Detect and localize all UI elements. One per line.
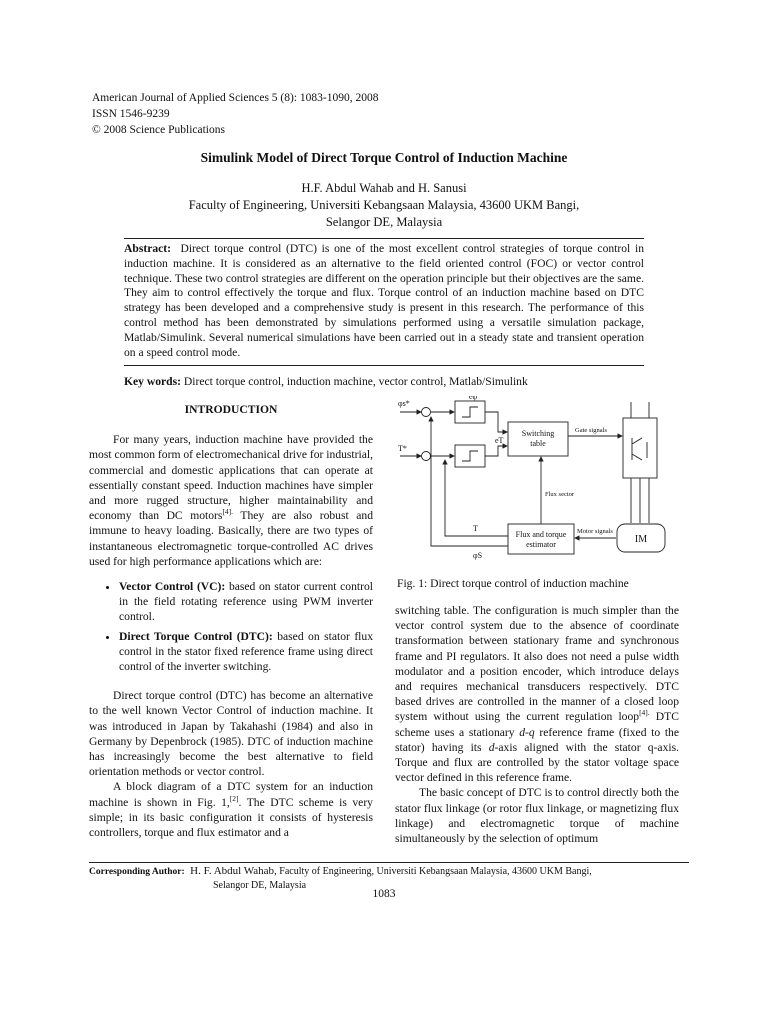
- estimator-label-1: Flux and torque: [515, 530, 567, 539]
- desc-vector-control: based on stator current control in the field rotating reference using PWM inverter control.: [119, 580, 373, 624]
- keywords-label: Key words:: [124, 375, 181, 388]
- journal-header: [92, 90, 378, 138]
- label-flux-feedback: φS: [473, 551, 483, 560]
- term-vector-control: Vector Control (VC):: [119, 580, 226, 594]
- footer-affiliation: Faculty of Engineering, Universiti Kebangsaan Malaysia, 43600 UKM Bangi,: [276, 866, 592, 877]
- journal-citation: American Journal of Applied Sciences 5 (8): 1083-1090, 2008: [92, 92, 379, 104]
- label-torque-reference: T*: [398, 444, 407, 453]
- label-induction-machine: IM: [634, 534, 648, 545]
- d-term: d: [488, 740, 495, 754]
- intro-paragraph-2: Direct torque control (DTC) has become an alternative to the well known Vector Control of induction machine. It was introduced in Japan by Takahashi (1984) and also in Germany by Depenbrock (1985). DTC of induction machine has increasingly become the best alternative to field orientation methods or vector control.: [89, 689, 373, 779]
- footer-affiliation-2: Selangor DE, Malaysia: [213, 880, 307, 891]
- col2-paragraph-1: [395, 603, 679, 785]
- term-dtc: Direct Torque Control (DTC):: [119, 629, 273, 643]
- left-column: [89, 402, 373, 840]
- abstract-label: Abstract:: [124, 242, 172, 255]
- switching-table-label-1: Switching: [521, 429, 555, 438]
- list-item-dtc: [119, 629, 373, 675]
- label-torque-error: eT: [495, 436, 504, 445]
- label-flux-reference: φs*: [398, 399, 410, 408]
- citation-ref: [4].: [222, 507, 234, 517]
- dq-term: d-q: [519, 725, 535, 739]
- keywords-text: Direct torque control, induction machine, vector control, Matlab/Simulink: [183, 375, 528, 388]
- label-flux-sector: Flux sector: [545, 491, 575, 498]
- estimator-label-2: estimator: [526, 540, 556, 549]
- intro-paragraph-1: [89, 432, 373, 569]
- footer-label: Corresponding Author:: [89, 867, 185, 877]
- affiliation-line1: Faculty of Engineering, Universiti Kebangsaan Malaysia, 43600 UKM Bangi,: [188, 198, 580, 212]
- estimator-block: [508, 524, 574, 554]
- col2-p1-text: switching table. The configuration is much simpler than the vector control system due to the absence of coordinate transformation between stationary frame and synchronous frame and PI regulators. It also does not need a pulse width modulator and a position encoder, which introduce delays and requires mechanical transducers respectively. DTC based drives are controlled in the manner of a closed loop system without using the current regulation loop: [395, 604, 679, 724]
- affiliation-line2: Selangor DE, Malaysia: [325, 215, 443, 229]
- intro-p1-tail: They are also robust and immune to heavy loading. Basically, there are two types of instantaneous electromagnetic torque-controlled AC drives used for high performance applications which are:: [89, 509, 373, 568]
- author-names: H.F. Abdul Wahab and H. Sanusi: [301, 181, 467, 195]
- inverter-block: [623, 418, 657, 478]
- desc-dtc: based on stator flux control in the stator fixed reference frame using direct control of the inverter switching.: [119, 629, 373, 674]
- col2-p1-mid: DTC scheme uses a stationary: [395, 710, 679, 739]
- citation-ref: [4].: [639, 708, 650, 718]
- abstract: [124, 238, 644, 366]
- torque-summing-junction: [422, 452, 431, 461]
- intro-p3-text: A block diagram of a DTC system for an induction machine is shown in Fig. 1,: [89, 780, 373, 809]
- intro-p1-text: For many years, induction machine have provided the most common form of electromechanical drive for industrial, commercial and domestic applications that can operate at essentially constant speed. Induction machines have simpler and more rugged structure, higher maintainability and economy than DC motors: [89, 433, 373, 523]
- intro-p3-tail: . The DTC scheme is very simple; in its basic configuration it consists of hysteresis controllers, torque and flux estimator and a: [89, 795, 373, 840]
- abstract-text: Direct torque control (DTC) is one of the most excellent control strategies of torque control in induction machine. It is considered as an alternative to the field oriented control (FOC) or vector control technique. These two control strategies are different on the operation principle but their objectives are the same. They aim to control effectively the torque and flux. Torque control of an induction machine based on DTC strategy has been developed and a comprehensive study is present in this research. The performance of this control method has been demonstrated by simulations performed using a versatile simulation package, Matlab/Simulink. Several numerical simulations have been carried out in a steady state and transient operation on a speed control mode.: [124, 242, 644, 359]
- drive-types-list: [89, 579, 373, 674]
- label-torque-feedback: T: [473, 524, 478, 533]
- page-number: 1083: [372, 888, 396, 900]
- col2-paragraph-2: The basic concept of DTC is to control directly both the stator flux linkage (or rotor flux linkage, or magnetizing flux linkage) and electromagnetic torque of machine simultaneously by the selection of optimum: [395, 786, 679, 846]
- label-flux-error: eφ: [469, 396, 478, 401]
- citation-ref: [2]: [229, 793, 239, 803]
- right-column: [395, 603, 679, 846]
- footer-name: H. F. Abdul Wahab,: [190, 865, 277, 877]
- copyright: © 2008 Science Publications: [92, 124, 225, 136]
- label-motor-signals: Motor signals: [577, 528, 613, 535]
- flux-summing-junction: [422, 408, 431, 417]
- author-block: [0, 180, 768, 231]
- issn: ISSN 1546-9239: [92, 108, 170, 120]
- intro-paragraph-3: [89, 779, 373, 840]
- paper-title: Simulink Model of Direct Torque Control of Induction Machine: [200, 150, 568, 165]
- label-gate-signals: Gate signals: [575, 427, 607, 434]
- col2-p1-mid2: reference frame (fixed to the stator) having its: [395, 725, 679, 754]
- list-item-vector-control: [119, 579, 373, 625]
- switching-table-label-2: table: [530, 439, 546, 448]
- keywords: [124, 375, 684, 388]
- col2-p1-tail: -axis aligned with the stator q-axis. Torque and flux are controlled by the stator voltage space vector defined in this reference frame.: [395, 740, 679, 785]
- dtc-block-diagram: [395, 396, 685, 572]
- figure-caption: Fig. 1: Direct torque control of induction machine: [397, 577, 629, 590]
- section-heading-introduction: INTRODUCTION: [184, 403, 278, 416]
